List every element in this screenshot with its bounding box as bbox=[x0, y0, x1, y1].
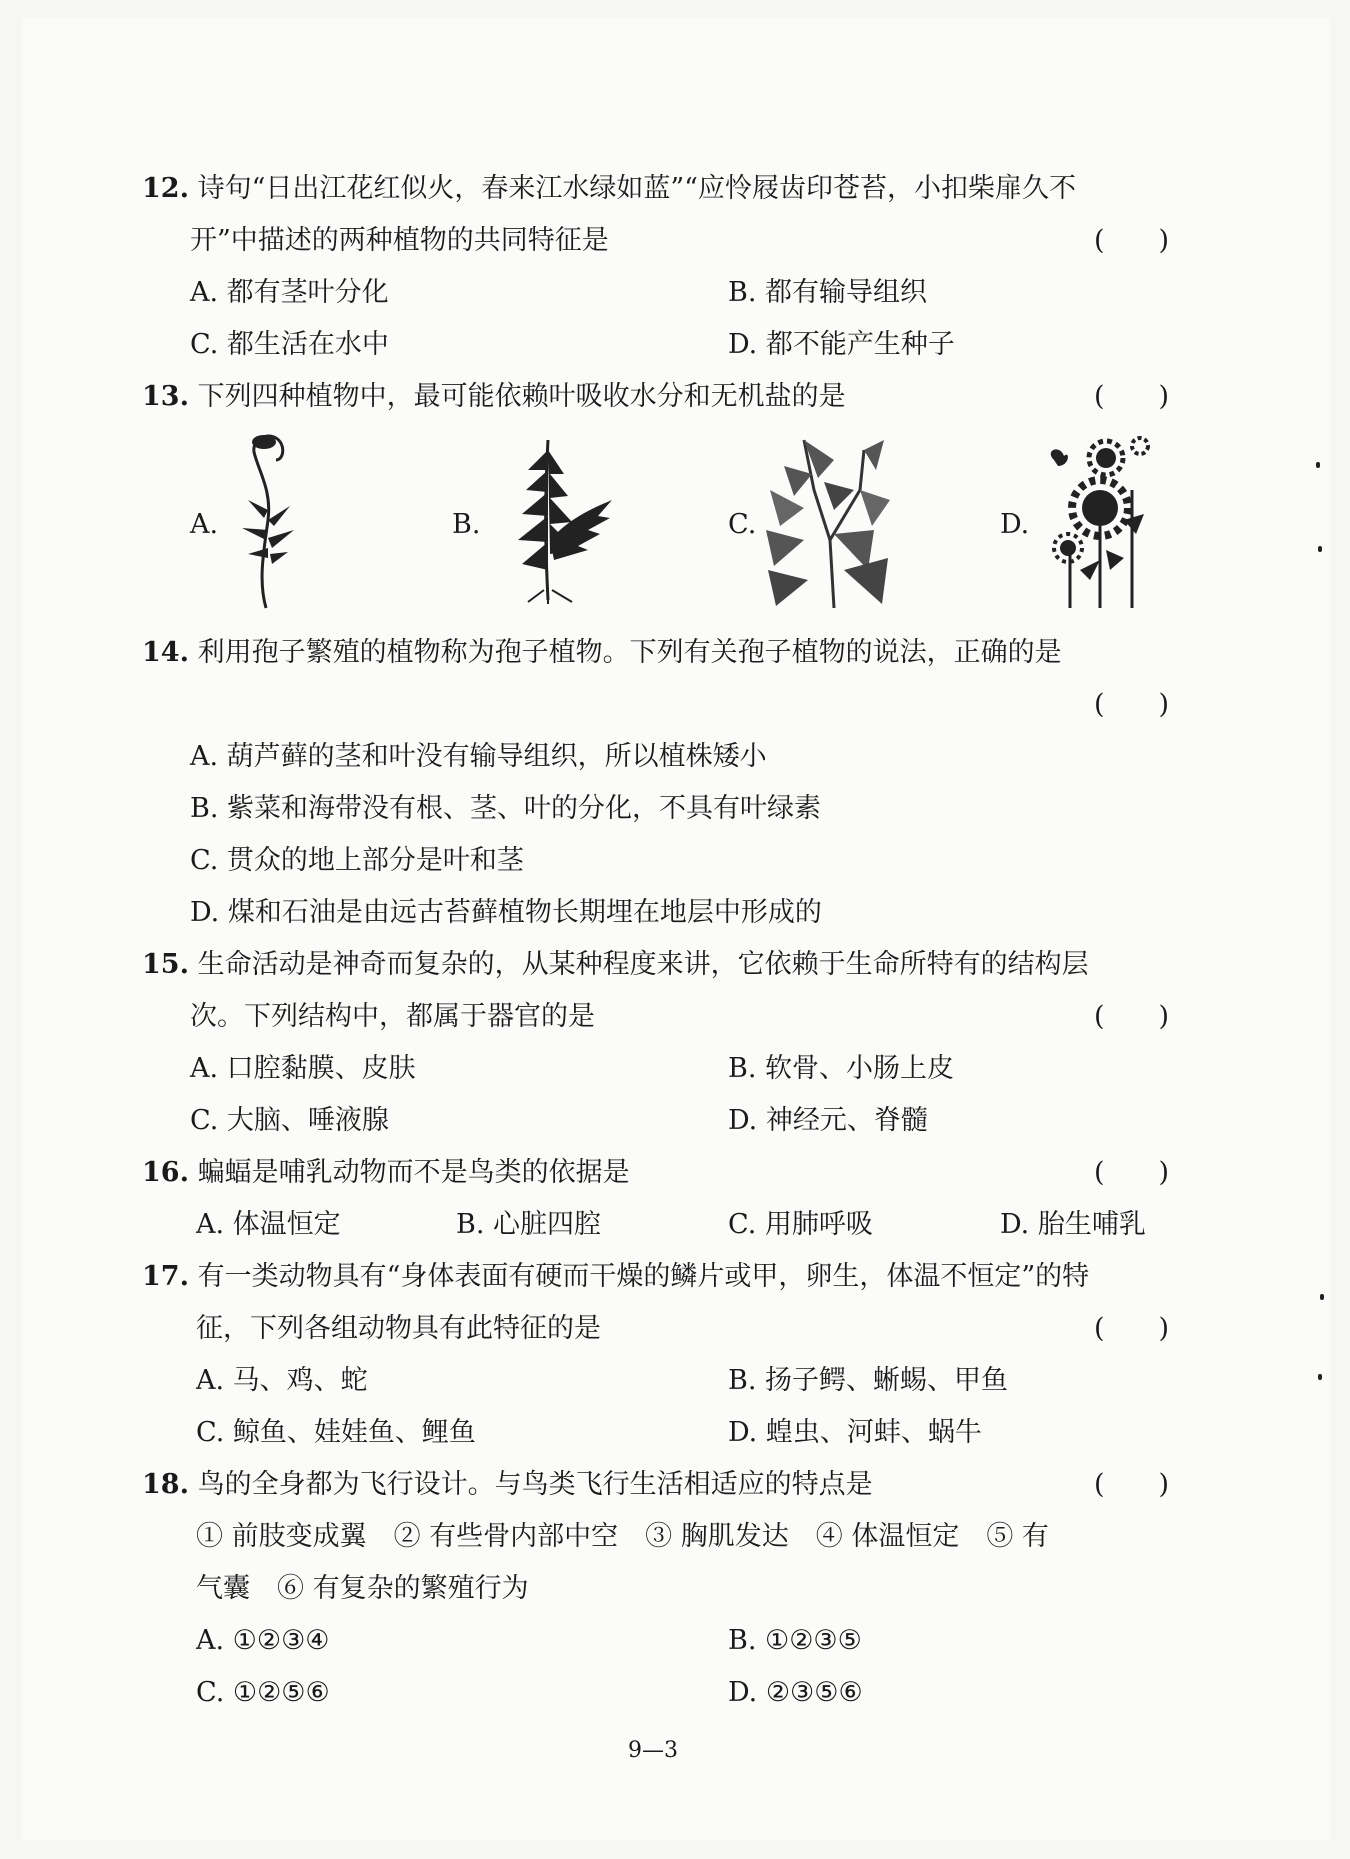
margin-mark bbox=[1318, 546, 1322, 552]
answer-blank: ( ) bbox=[1094, 381, 1170, 412]
question-text: 蝙蝠是哺乳动物而不是鸟类的依据是 bbox=[197, 1157, 630, 1188]
sunflower-plant-image bbox=[1040, 430, 1150, 610]
answer-blank: ( ) bbox=[1094, 225, 1170, 256]
option-c: C. 用肺呼吸 bbox=[728, 1209, 873, 1240]
question-13-line-1 bbox=[142, 380, 846, 414]
question-15-line-1 bbox=[142, 948, 1089, 982]
option-d: D. 煤和石油是由远古苔藓植物长期埋在地层中形成的 bbox=[190, 897, 822, 928]
question-text: 生命活动是神奇而复杂的，从某种程度来讲，它依赖于生命所特有的结构层 bbox=[197, 949, 1089, 980]
option-c: C. 鲸鱼、娃娃鱼、鲤鱼 bbox=[196, 1417, 476, 1448]
question-number: 18. bbox=[142, 1469, 189, 1500]
option-a: A. 马、鸡、蛇 bbox=[196, 1365, 368, 1396]
question-12-line-2: 开”中描述的两种植物的共同特征是 bbox=[190, 225, 609, 256]
question-15-line-2: 次。下列结构中，都属于器官的是 bbox=[190, 1001, 595, 1032]
page-number: 9—3 bbox=[628, 1738, 678, 1763]
question-number: 14. bbox=[142, 637, 189, 668]
option-a: A. ①②③④ bbox=[196, 1625, 330, 1656]
option-d: D. 胎生哺乳 bbox=[1000, 1209, 1146, 1240]
question-14-line-1 bbox=[142, 636, 1062, 670]
question-number: 16. bbox=[142, 1157, 189, 1188]
option-b: B. 都有输导组织 bbox=[728, 277, 928, 308]
image-label-d: D. bbox=[1000, 509, 1030, 540]
question-number: 13. bbox=[142, 381, 189, 412]
question-16-line-1 bbox=[142, 1156, 630, 1190]
option-b: B. ①②③⑤ bbox=[728, 1625, 862, 1656]
option-c: C. ①②⑤⑥ bbox=[196, 1677, 330, 1708]
answer-blank: ( ) bbox=[1094, 1157, 1170, 1188]
question-17-line-2: 征，下列各组动物具有此特征的是 bbox=[196, 1313, 601, 1344]
option-d: D. 都不能产生种子 bbox=[728, 329, 955, 360]
answer-blank: ( ) bbox=[1094, 689, 1170, 720]
option-b: B. 心脏四腔 bbox=[456, 1209, 602, 1240]
option-a: A. 葫芦藓的茎和叶没有输导组织，所以植株矮小 bbox=[190, 741, 767, 772]
answer-blank: ( ) bbox=[1094, 1313, 1170, 1344]
answer-blank: ( ) bbox=[1094, 1469, 1170, 1500]
option-c: C. 贯众的地上部分是叶和茎 bbox=[190, 845, 524, 876]
option-c: C. 都生活在水中 bbox=[190, 329, 389, 360]
question-text: 诗句“日出江花红似火，春来江水绿如蓝”“应怜屐齿印苍苔，小扣柴扉久不 bbox=[197, 173, 1076, 204]
option-a: A. 体温恒定 bbox=[196, 1209, 341, 1240]
question-18-line-1 bbox=[142, 1468, 873, 1502]
answer-blank: ( ) bbox=[1094, 1001, 1170, 1032]
option-b: B. 紫菜和海带没有根、茎、叶的分化，不具有叶绿素 bbox=[190, 793, 822, 824]
question-17-line-1 bbox=[142, 1260, 1089, 1294]
option-d: D. 蝗虫、河蚌、蜗牛 bbox=[728, 1417, 982, 1448]
margin-mark bbox=[1318, 1374, 1322, 1380]
question-text: 利用孢子繁殖的植物称为孢子植物。下列有关孢子植物的说法，正确的是 bbox=[197, 637, 1062, 668]
fern-plant-image bbox=[488, 430, 618, 605]
question-number: 17. bbox=[142, 1261, 189, 1292]
option-a: A. 口腔黏膜、皮肤 bbox=[190, 1053, 416, 1084]
option-c: C. 大脑、唾液腺 bbox=[190, 1105, 389, 1136]
question-text: 有一类动物具有“身体表面有硬而干燥的鳞片或甲，卵生，体温不恒定”的特 bbox=[197, 1261, 1090, 1292]
margin-mark bbox=[1316, 462, 1320, 468]
option-d: D. 神经元、脊髓 bbox=[728, 1105, 928, 1136]
moss-plant-image bbox=[228, 430, 310, 610]
option-b: B. 扬子鳄、蜥蜴、甲鱼 bbox=[728, 1365, 1009, 1396]
question-12-line-1 bbox=[142, 172, 1076, 206]
question-18-line-2: ① 前肢变成翼 ② 有些骨内部中空 ③ 胸肌发达 ④ 体温恒定 ⑤ 有 bbox=[196, 1521, 1049, 1552]
option-d: D. ②③⑤⑥ bbox=[728, 1677, 863, 1708]
image-label-c: C. bbox=[728, 509, 757, 540]
question-text: 鸟的全身都为飞行设计。与鸟类飞行生活相适应的特点是 bbox=[197, 1469, 873, 1500]
question-text: 下列四种植物中，最可能依赖叶吸收水分和无机盐的是 bbox=[197, 381, 846, 412]
option-b: B. 软骨、小肠上皮 bbox=[728, 1053, 955, 1084]
question-18-line-3: 气囊 ⑥ 有复杂的繁殖行为 bbox=[196, 1573, 529, 1604]
question-number: 12. bbox=[142, 173, 189, 204]
margin-mark bbox=[1320, 1294, 1324, 1300]
option-a: A. 都有茎叶分化 bbox=[190, 277, 389, 308]
question-number: 15. bbox=[142, 949, 189, 980]
image-label-b: B. bbox=[452, 509, 481, 540]
ginkgo-plant-image bbox=[764, 430, 894, 610]
image-label-a: A. bbox=[190, 509, 219, 540]
